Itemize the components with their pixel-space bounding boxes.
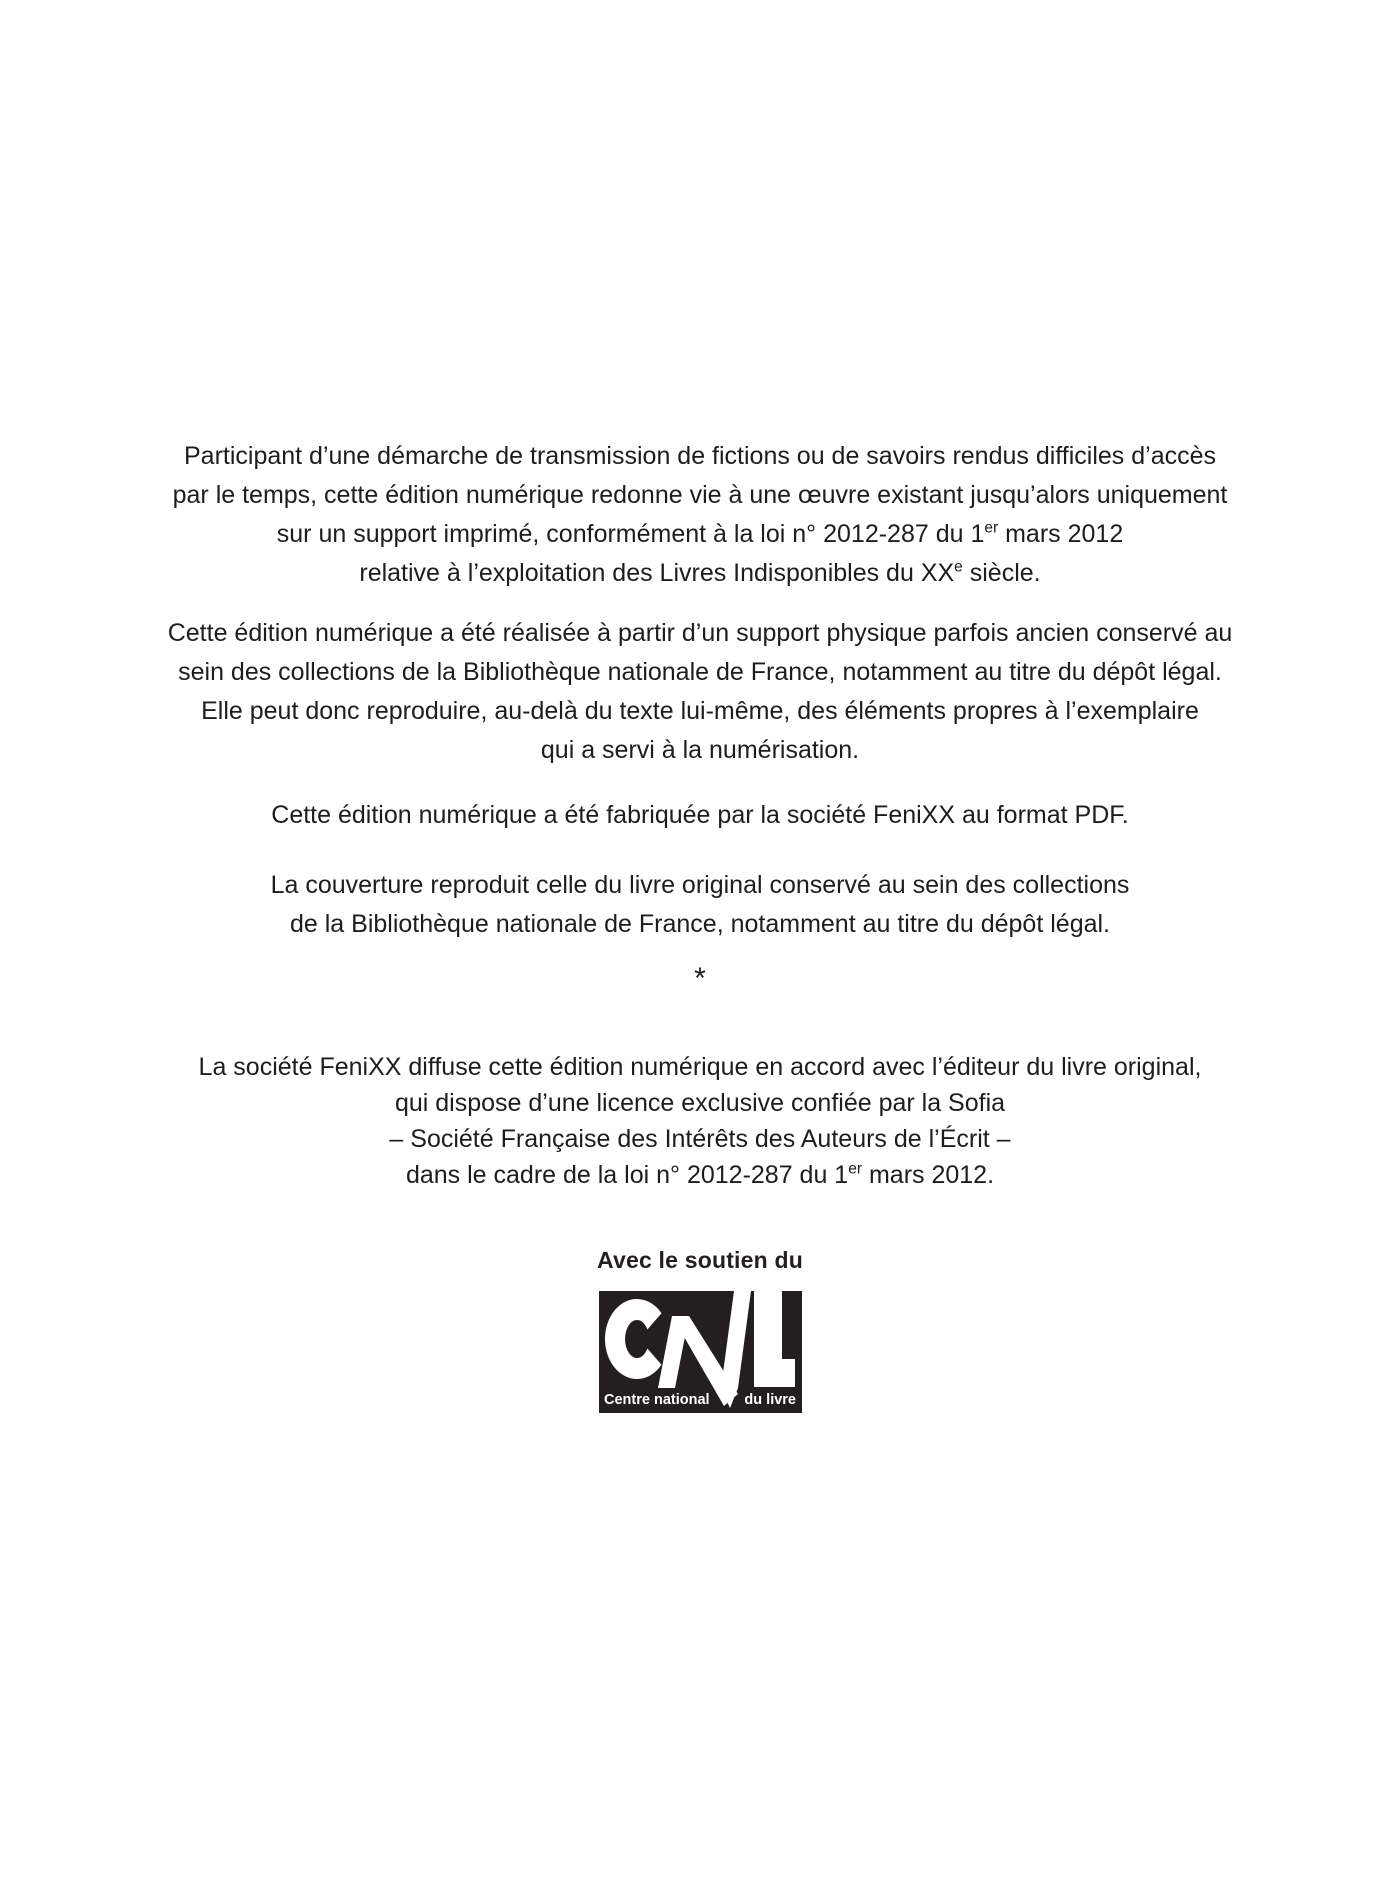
cnl-caption-left: Centre national (603, 1392, 710, 1408)
notice-line: La société FeniXX diffuse cette édition numérique en accord avec l’éditeur du livre original, (198, 1053, 1202, 1081)
notice-line: Cette édition numérique a été réalisée à partir d’un support physique parfois ancien conservé au (167, 619, 1233, 647)
notice-line: qui a servi à la numérisation. (540, 736, 860, 764)
notice-line: Participant d’une démarche de transmission de fictions ou de savoirs rendus difficiles d’accès (183, 442, 1217, 470)
notice-line: – Société Française des Intérêts des Auteurs de l’Écrit – (389, 1125, 1011, 1153)
notice-line: relative à l’exploitation des Livres Indisponibles du XXe siècle. (359, 558, 1041, 587)
cnl-caption-right: du livre (743, 1392, 796, 1408)
notice-line: de la Bibliothèque nationale de France, notamment au titre du dépôt légal. (290, 910, 1110, 938)
edition-notice-page (0, 437, 1400, 1413)
notice-line: Cette édition numérique a été fabriquée par la société FeniXX au format PDF. (271, 801, 1129, 829)
support-caption: Avec le soutien du (597, 1247, 803, 1273)
cnl-logo (0, 1291, 1400, 1413)
paragraph-p5 (0, 1049, 1400, 1193)
notice-line: par le temps, cette édition numérique redonne vie à une œuvre existant jusqu’alors uniquement (172, 481, 1228, 509)
paragraph-p3 (0, 796, 1400, 835)
paragraph-p1 (0, 437, 1400, 593)
paragraph-p2 (0, 614, 1400, 770)
cnl-logo-icon (599, 1291, 802, 1413)
notice-line: La couverture reproduit celle du livre original conservé au sein des collections (270, 871, 1130, 899)
notice-text (0, 437, 1400, 1193)
notice-line: dans le cadre de la loi n° 2012-287 du 1er mars 2012. (405, 1160, 995, 1189)
notice-line: * (694, 962, 706, 995)
paragraph-p4 (0, 866, 1400, 944)
notice-line: Elle peut donc reproduire, au-delà du texte lui-même, des éléments propres à l’exemplaire (201, 697, 1199, 725)
notice-line: qui dispose d’une licence exclusive confiée par la Sofia (394, 1089, 1006, 1117)
notice-line: sur un support imprimé, conformément à la loi n° 2012-287 du 1er mars 2012 (276, 519, 1124, 548)
paragraph-star (0, 959, 1400, 998)
notice-line: sein des collections de la Bibliothèque nationale de France, notamment au titre du dépôt légal. (178, 658, 1222, 686)
